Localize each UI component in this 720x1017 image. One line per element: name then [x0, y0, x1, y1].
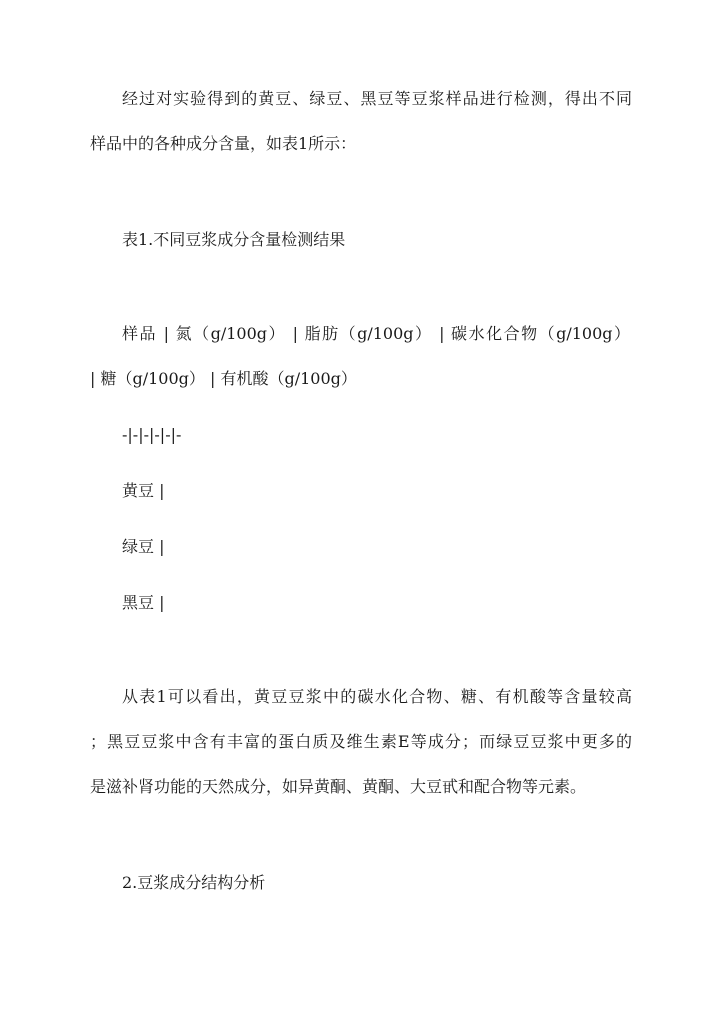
- conclusion-paragraph-line-1: 从表1可以看出，黄豆豆浆中的碳水化合物、糖、有机酸等含量较高: [122, 687, 632, 706]
- conclusion-paragraph-line-3: 是滋补肾功能的天然成分，如异黄酮、黄酮、大豆甙和配合物等元素。: [90, 777, 587, 796]
- table-row-mung-bean: 绿豆 |: [122, 537, 165, 556]
- intro-paragraph-line-2: 样品中的各种成分含量，如表1所示：: [90, 134, 357, 153]
- section-heading: 2.豆浆成分结构分析: [122, 873, 266, 892]
- table-row-soybean: 黄豆 |: [122, 481, 165, 500]
- table-caption: 表1.不同豆浆成分含量检测结果: [122, 230, 346, 249]
- table-header-line-1: 样品 | 氮（g/100g） | 脂肪（g/100g） | 碳水化合物（g/100g）: [122, 324, 630, 343]
- intro-paragraph-line-1: 经过对实验得到的黄豆、绿豆、黑豆等豆浆样品进行检测，得出不同: [122, 89, 632, 108]
- conclusion-paragraph-line-2: ；黑豆豆浆中含有丰富的蛋白质及维生素E等成分；而绿豆豆浆中更多的: [90, 732, 632, 751]
- table-header-line-2: | 糖（g/100g） | 有机酸（g/100g）: [90, 369, 357, 388]
- table-row-black-bean: 黑豆 |: [122, 593, 165, 612]
- table-separator: -|-|-|-|-|-: [122, 425, 182, 444]
